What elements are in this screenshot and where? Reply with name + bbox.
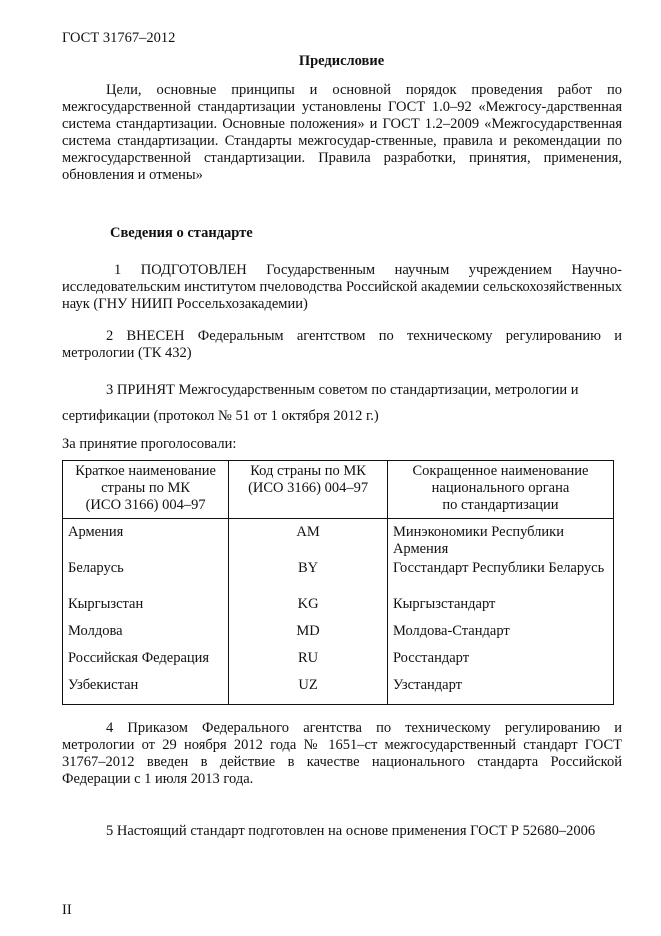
body-cell: Кыргызстандарт xyxy=(387,596,613,623)
country-cell: Кыргызстан xyxy=(63,596,229,623)
table-row xyxy=(63,623,614,650)
item-1-paragraph xyxy=(62,262,622,313)
table-row xyxy=(63,596,614,623)
votes-label: За принятие проголосовали: xyxy=(62,436,237,452)
header-country-line2: страны по МК xyxy=(101,480,191,496)
header-country-code xyxy=(229,461,388,519)
country-cell: Армения xyxy=(63,519,229,561)
header-code-line2: (ИСО 3166) 004–97 xyxy=(248,480,369,496)
document-code-header: ГОСТ 31767–2012 xyxy=(62,30,176,46)
country-cell: Узбекистан xyxy=(63,677,229,705)
country-cell: Молдова xyxy=(63,623,229,650)
item-3-text-line2: сертификации (протокол № 51 от 1 октября 2012 г.) xyxy=(62,408,379,424)
header-body-line3: по стандартизации xyxy=(442,497,559,513)
header-body-line2: национального органа xyxy=(431,480,570,496)
header-standards-body xyxy=(387,461,613,519)
voting-countries-table xyxy=(62,460,614,705)
body-cell: Минэкономики Республики Армения xyxy=(387,519,613,561)
preface-text: Цели, основные принципы и основной порядок проведения работ по межгосударственной стандартизации установлены ГОСТ 1.0–92 «Межгосу-дарственная система стандартизации. Основные положения» и ГОСТ 1.2–2009 «Межгосударственная система стандартизации. Стандарты межгосудар-ственные, правила и рекомендации по межгосударственной стандартизации. Правила разработки, принятия, применения, обновления и отмены» xyxy=(62,82,622,183)
item-2-text: 2 ВНЕСЕН Федеральным агентством по техническому регулированию и метрологии (ТК 432) xyxy=(62,328,622,361)
item-5-text: 5 Настоящий стандарт подготовлен на основе применения ГОСТ Р 52680–2006 xyxy=(106,823,596,839)
preface-paragraph xyxy=(62,82,622,184)
country-cell: Беларусь xyxy=(63,560,229,596)
header-country-line3: (ИСО 3166) 004–97 xyxy=(85,497,206,513)
body-cell: Госстандарт Республики Беларусь xyxy=(387,560,613,596)
country-cell: Российская Федерация xyxy=(63,650,229,677)
item-2-paragraph xyxy=(62,328,622,362)
code-cell: BY xyxy=(229,560,388,596)
body-cell: Росстандарт xyxy=(387,650,613,677)
header-country-name xyxy=(63,461,229,519)
table-header-row xyxy=(63,461,614,519)
item-3-text-line1: 3 ПРИНЯТ Межгосударственным советом по стандартизации, метрологии и xyxy=(106,382,579,398)
preface-title: Предисловие xyxy=(298,53,385,69)
header-code-line1: Код страны по МК xyxy=(250,463,366,479)
table-row xyxy=(63,677,614,705)
item-5-paragraph xyxy=(62,823,622,840)
item-4-text: 4 Приказом Федерального агентства по техническому регулированию и метрологии от 29 ноября 2012 года № 1651–ст межгосударственный стандарт ГОСТ 31767–2012 введен в действие в качестве национального стандарта Российской Федерации с 1 июля 2013 года. xyxy=(62,720,622,787)
header-country-line1: Краткое наименование xyxy=(75,463,216,479)
standard-info-heading: Сведения о стандарте xyxy=(110,225,253,241)
table-row xyxy=(63,519,614,561)
item-3-paragraph xyxy=(62,382,622,399)
code-cell: AM xyxy=(229,519,388,561)
table-row xyxy=(63,650,614,677)
body-cell: Узстандарт xyxy=(387,677,613,705)
item-1-text: 1 ПОДГОТОВЛЕН Государственным научным учреждением Научно-исследовательским институтом пчеловодства Российской академии сельскохозяйственных наук (ГНУ НИИП Россельхозакадемии) xyxy=(62,262,622,312)
code-cell: UZ xyxy=(229,677,388,705)
header-body-line1: Сокращенное наименование xyxy=(412,463,589,479)
page-number: II xyxy=(62,902,72,918)
code-cell: MD xyxy=(229,623,388,650)
code-cell: RU xyxy=(229,650,388,677)
item-4-paragraph xyxy=(62,720,622,788)
code-cell: KG xyxy=(229,596,388,623)
body-cell: Молдова-Стандарт xyxy=(387,623,613,650)
table-row xyxy=(63,560,614,596)
